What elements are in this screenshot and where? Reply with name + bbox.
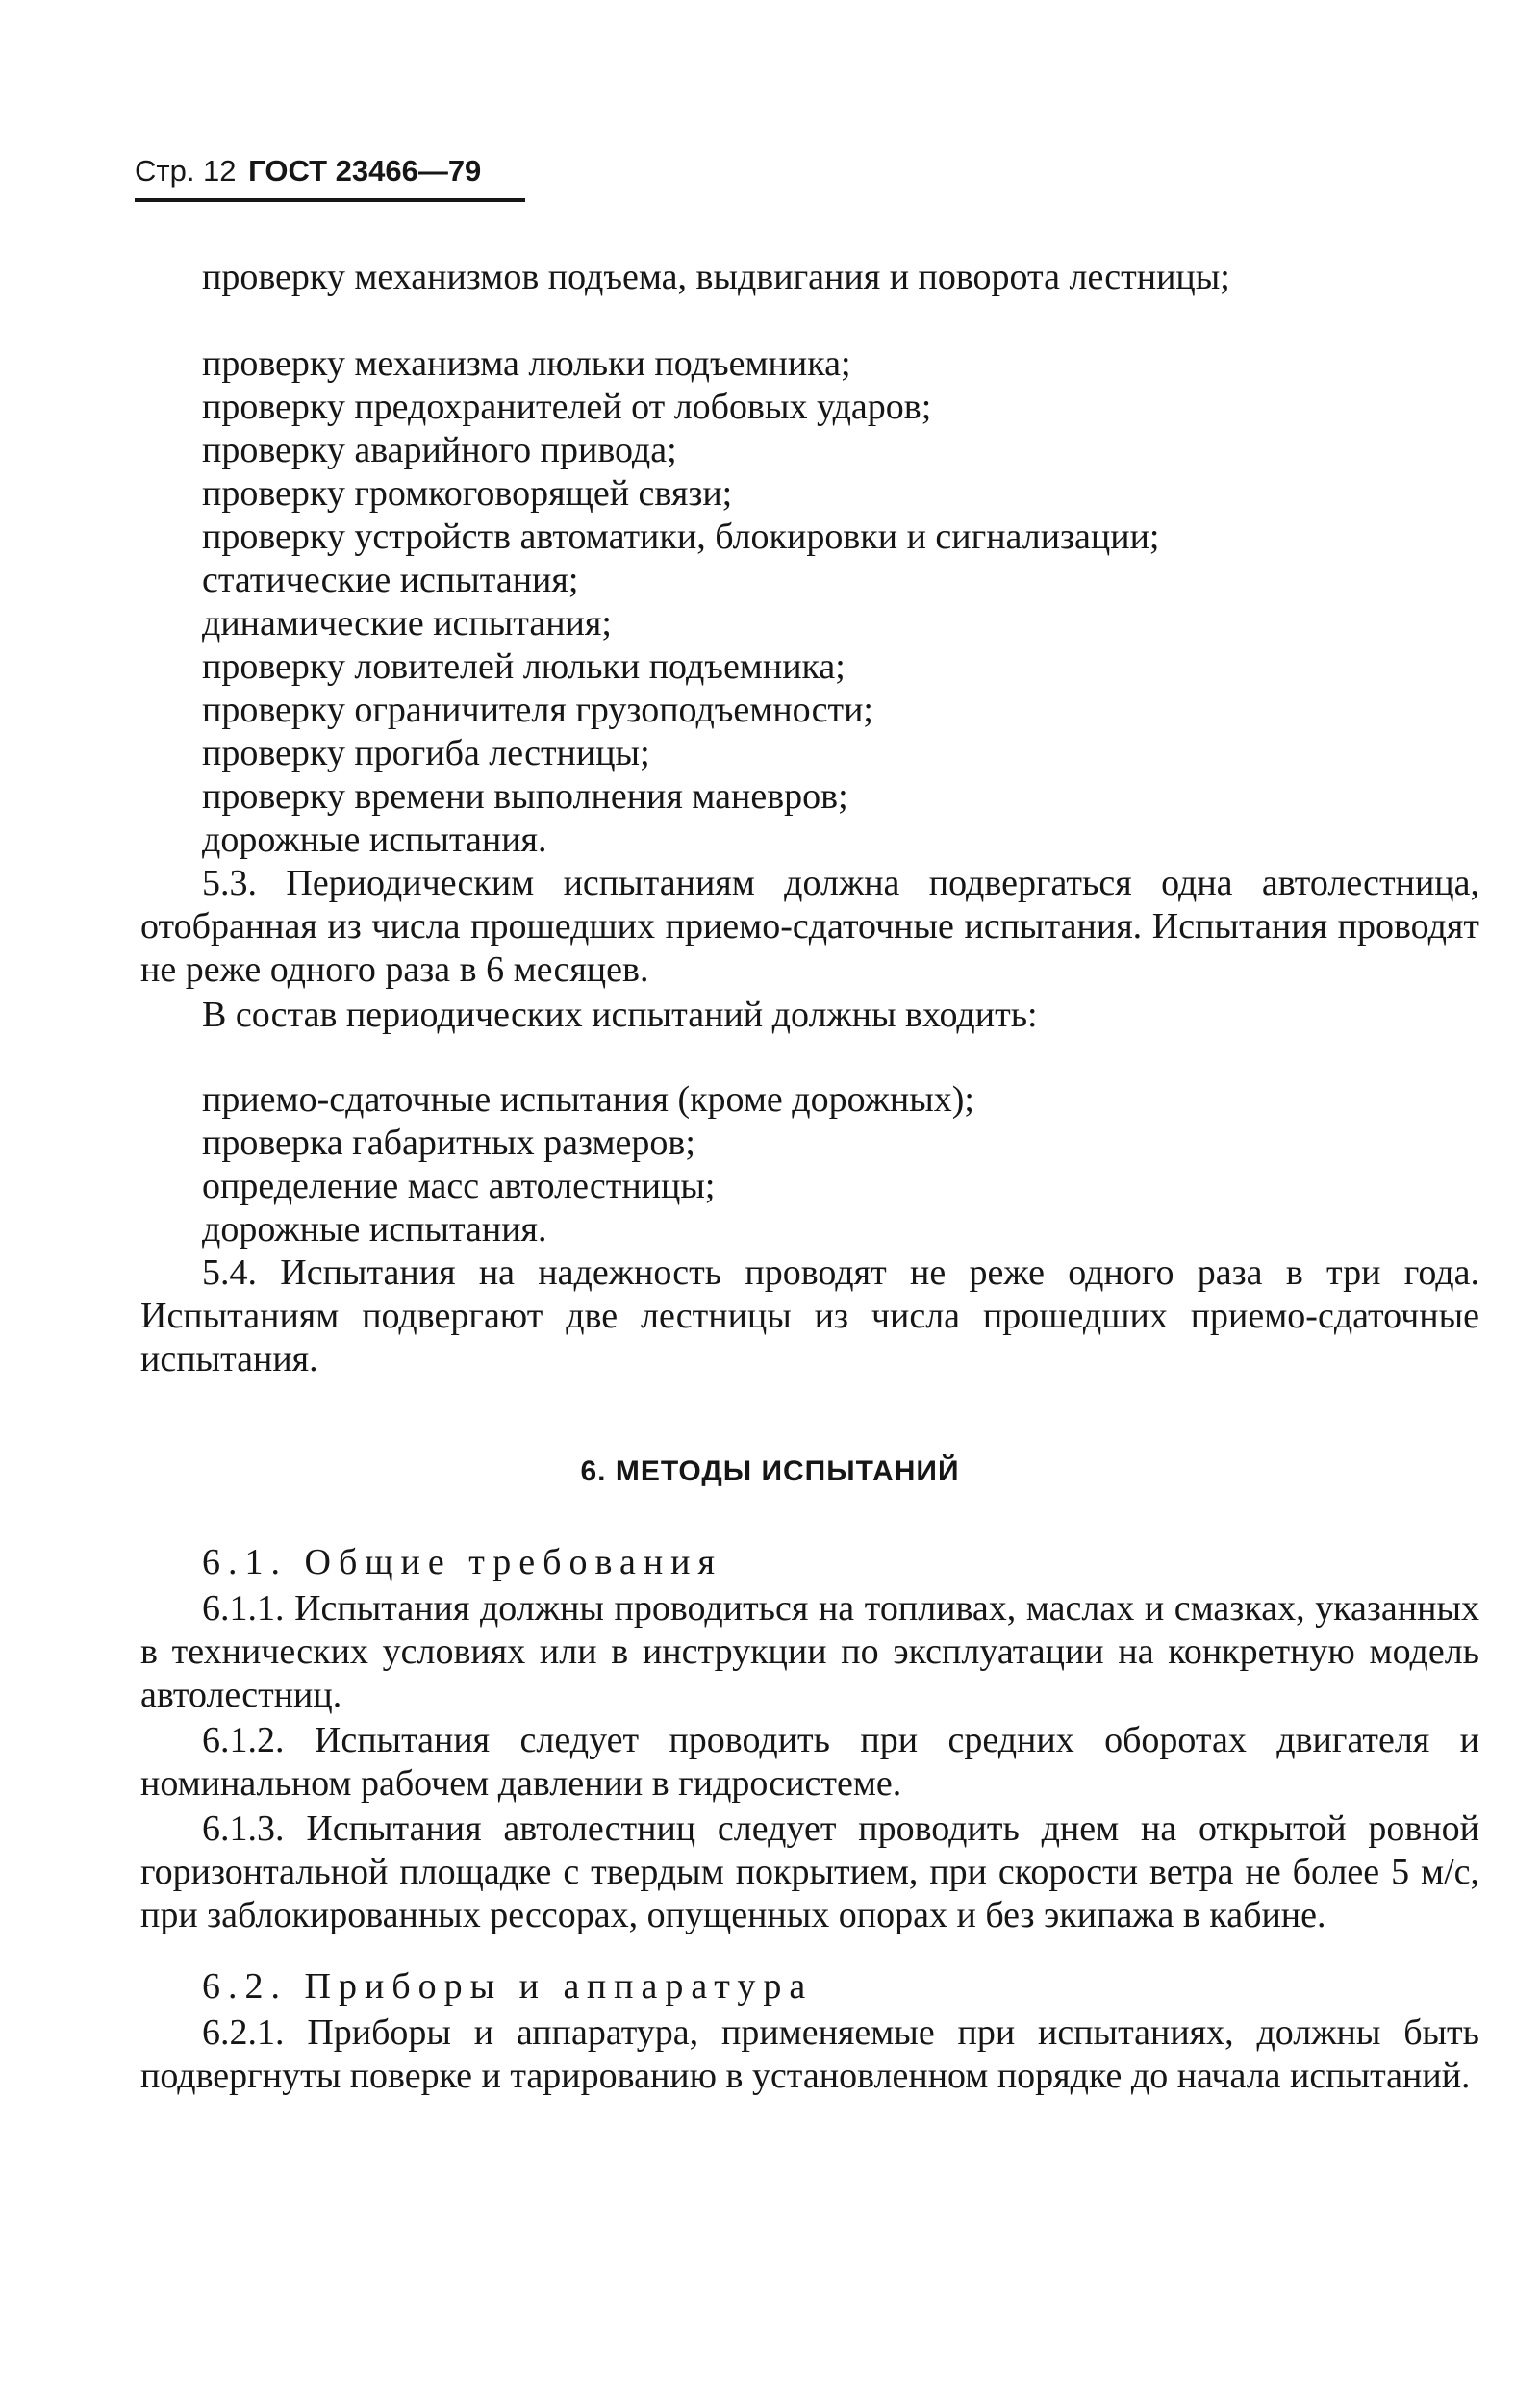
list-item: приемо-сдаточные испытания (кроме дорожных); <box>202 1079 974 1120</box>
periodic-intro: В состав периодических испытаний должны входить: <box>202 995 1038 1035</box>
list-item: проверку громкоговорящей связи; <box>202 473 733 514</box>
list-item: определение масс автолестницы; <box>202 1166 716 1206</box>
list-item: дорожные испытания. <box>202 1209 547 1250</box>
list-item: статические испытания; <box>202 560 579 600</box>
periodic-list <box>202 1078 974 1252</box>
list-item: проверка габаритных размеров; <box>202 1123 695 1163</box>
list-item: динамические испытания; <box>202 603 612 644</box>
clause-5-4-block <box>140 1252 1479 1381</box>
clause-5-4: 5.4. Испытания на надежность проводят не реже одного раза в три года. Испытаниям подвергают две лестницы из числа прошедших приемо-сдаточные испытания. <box>140 1252 1479 1379</box>
clause-6-1-3: 6.1.3. Испытания автолестниц следует проводить днем на открытой ровной горизонтальной площадке с твердым покрытием, при скорости ветра не более 5 м/с, при заблокированных рессорах, опущенных опорах и без экипажа в кабине. <box>140 1808 1479 1935</box>
list-item: проверку прогиба лестницы; <box>202 733 650 773</box>
section-heading: 6. МЕТОДЫ ИСПЫТАНИЙ <box>580 1455 960 1487</box>
list-item: проверку времени выполнения маневров; <box>202 776 848 817</box>
subsection-heading-6-2: 6.2. Приборы и аппаратура <box>202 1966 814 2007</box>
clauses-6-2-block <box>140 2011 1479 2098</box>
subsection-heading-6-1: 6.1. Общие требования <box>202 1542 722 1582</box>
page-header <box>135 154 481 189</box>
checks-list <box>202 342 1159 862</box>
list-item: проверку аварийного привода; <box>202 430 677 470</box>
list-item: проверку ловителей люльки подъемника; <box>202 646 846 687</box>
clause-6-1-2: 6.1.2. Испытания следует проводить при средних оборотах двигателя и номинальном рабочем давлении в гидросистеме. <box>140 1720 1479 1804</box>
list-item: проверку устройств автоматики, блокировки и сигнализации; <box>202 517 1160 557</box>
document-code: ГОСТ 23466—79 <box>248 154 482 188</box>
clause-5-3-block <box>140 862 1479 1037</box>
header-rule <box>135 198 525 202</box>
page-number: Стр. 12 <box>135 154 237 188</box>
list-item: проверку ограничителя грузоподъемности; <box>202 690 873 730</box>
list-item: проверку предохранителей от лобовых ударов; <box>202 387 932 427</box>
clause-5-3: 5.3. Периодическим испытаниям должна подвергаться одна автолестница, отобранная из числа прошедших приемо-сдаточные испытания. Испытания проводят не реже одного раза в 6 месяцев. <box>140 863 1479 990</box>
clause-6-1-1: 6.1.1. Испытания должны проводиться на топливах, маслах и смазках, указанных в технических условиях или в инструкции по эксплуатации на конкретную модель автолестниц. <box>140 1588 1479 1715</box>
intro-paragraph <box>140 256 1479 299</box>
list-item: проверку механизма люльки подъемника; <box>202 343 851 384</box>
clauses-6-1-block <box>140 1587 1479 1937</box>
clause-6-2-1: 6.2.1. Приборы и аппаратура, применяемые при испытаниях, должны быть подвергнуты поверке и тарированию в установленном порядке до начала испытаний. <box>140 2012 1479 2096</box>
list-item: дорожные испытания. <box>202 820 547 860</box>
intro-item: проверку механизмов подъема, выдвигания и поворота лестницы; <box>202 257 1230 297</box>
